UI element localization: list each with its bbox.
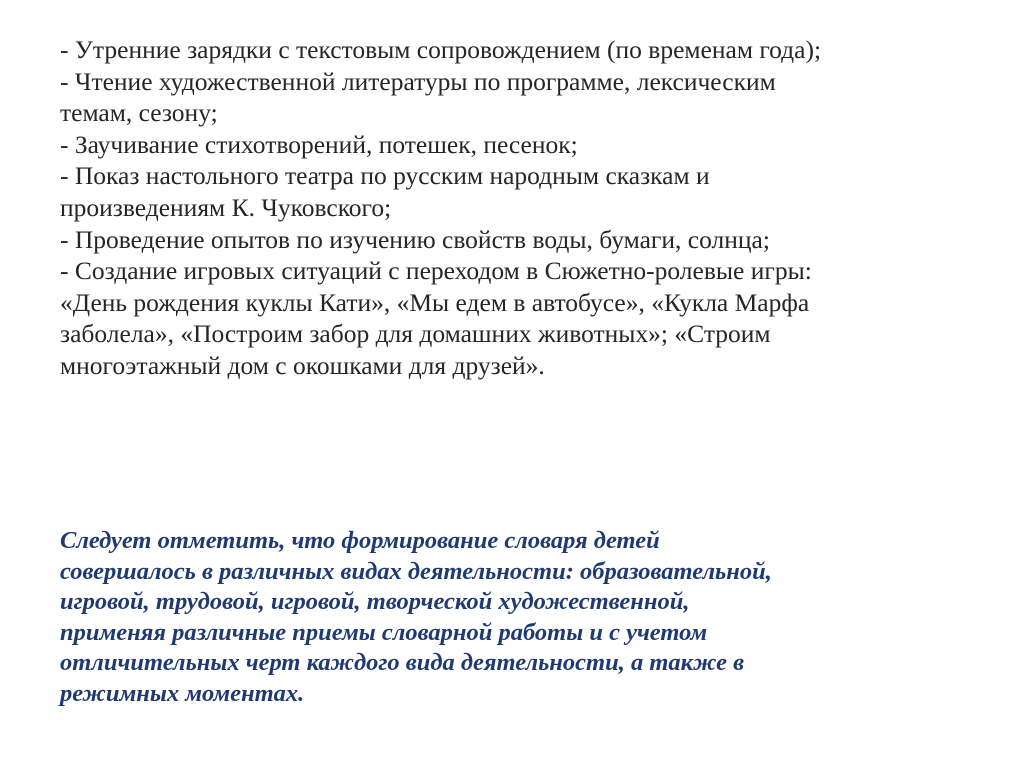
activity-line: - Заучивание стихотворений, потешек, песенок; — [60, 129, 578, 159]
activity-line: - Чтение художественной литературы по программе, лексическим — [60, 66, 776, 96]
note-line: игровой, трудовой, игровой, творческой художественной, — [60, 588, 690, 615]
note-line: совершалось в различных видах деятельности: образовательной, — [60, 557, 772, 585]
activity-line: темам, сезону; — [60, 98, 218, 128]
note-line: Следует отметить, что формирование словаря детей — [60, 527, 660, 554]
note-line: применяя различные приемы словарной работы и с учетом — [60, 618, 708, 646]
activity-line: многоэтажный дом с окошками для друзей». — [60, 350, 545, 380]
activity-line: - Утренние зарядки с текстовым сопровождением (по временам года); — [60, 35, 822, 64]
activity-list — [60, 34, 980, 382]
activity-line: - Создание игровых ситуаций с переходом в Сюжетно-ролевые игры: — [60, 256, 812, 286]
activity-line: - Показ настольного театра по русским народным сказкам и — [60, 161, 710, 191]
activity-line: - Проведение опытов по изучению свойств воды, бумаги, солнца; — [60, 224, 770, 254]
activity-line: «День рождения куклы Кати», «Мы едем в автобусе», «Кукла Марфа — [60, 287, 810, 317]
activity-line: заболела», «Построим забор для домашних животных»; «Строим — [60, 319, 771, 349]
conclusion-note — [60, 526, 980, 709]
note-line: режимных моментах. — [60, 679, 305, 707]
activity-line: произведениям К. Чуковского; — [60, 192, 392, 222]
note-line: отличительных черт каждого вида деятельности, а также в — [60, 649, 745, 676]
